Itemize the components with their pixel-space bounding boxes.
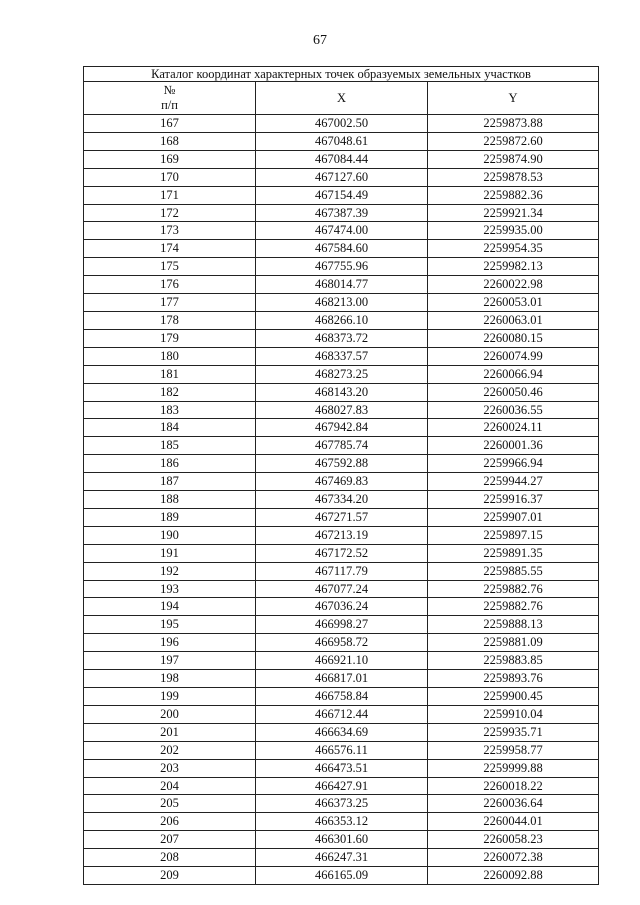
header-number [84, 82, 256, 115]
table-row [84, 455, 599, 473]
point-number-cell: 185 [84, 437, 256, 455]
x-coordinate-cell: 468337.57 [256, 347, 428, 365]
y-coordinate-cell: 2260001.36 [428, 437, 599, 455]
point-number-cell: 171 [84, 186, 256, 204]
table-row [84, 491, 599, 509]
x-coordinate-cell: 466758.84 [256, 688, 428, 706]
y-coordinate-cell: 2259944.27 [428, 473, 599, 491]
table-row [84, 419, 599, 437]
table-row [84, 508, 599, 526]
point-number-cell: 194 [84, 598, 256, 616]
table-row [84, 401, 599, 419]
table-row [84, 294, 599, 312]
table-row [84, 867, 599, 885]
table-row [84, 258, 599, 276]
table-row [84, 741, 599, 759]
coordinates-catalog-table [83, 66, 599, 885]
x-coordinate-cell: 468143.20 [256, 383, 428, 401]
point-number-cell: 204 [84, 777, 256, 795]
x-coordinate-cell: 467154.49 [256, 186, 428, 204]
table-row [84, 688, 599, 706]
x-coordinate-cell: 467213.19 [256, 526, 428, 544]
point-number-cell: 188 [84, 491, 256, 509]
x-coordinate-cell: 466958.72 [256, 634, 428, 652]
x-coordinate-cell: 466817.01 [256, 670, 428, 688]
table-row [84, 526, 599, 544]
table-row [84, 132, 599, 150]
table-row [84, 759, 599, 777]
table-row [84, 329, 599, 347]
y-coordinate-cell: 2259873.88 [428, 115, 599, 133]
table-row [84, 616, 599, 634]
table-row [84, 777, 599, 795]
y-coordinate-cell: 2259999.88 [428, 759, 599, 777]
y-coordinate-cell: 2259966.94 [428, 455, 599, 473]
y-coordinate-cell: 2259897.15 [428, 526, 599, 544]
x-coordinate-cell: 468266.10 [256, 311, 428, 329]
x-coordinate-cell: 467785.74 [256, 437, 428, 455]
point-number-cell: 175 [84, 258, 256, 276]
point-number-cell: 200 [84, 705, 256, 723]
point-number-cell: 170 [84, 168, 256, 186]
point-number-cell: 198 [84, 670, 256, 688]
x-coordinate-cell: 467584.60 [256, 240, 428, 258]
x-coordinate-cell: 467127.60 [256, 168, 428, 186]
table-caption-row [84, 67, 599, 82]
table-row [84, 849, 599, 867]
y-coordinate-cell: 2259907.01 [428, 508, 599, 526]
y-coordinate-cell: 2259910.04 [428, 705, 599, 723]
y-coordinate-cell: 2259900.45 [428, 688, 599, 706]
y-coordinate-cell: 2259916.37 [428, 491, 599, 509]
point-number-cell: 173 [84, 222, 256, 240]
table-row [84, 222, 599, 240]
point-number-cell: 172 [84, 204, 256, 222]
x-coordinate-cell: 466576.11 [256, 741, 428, 759]
y-coordinate-cell: 2260072.38 [428, 849, 599, 867]
table-row [84, 437, 599, 455]
point-number-cell: 191 [84, 544, 256, 562]
point-number-cell: 167 [84, 115, 256, 133]
x-coordinate-cell: 466473.51 [256, 759, 428, 777]
y-coordinate-cell: 2259882.76 [428, 580, 599, 598]
x-coordinate-cell: 467592.88 [256, 455, 428, 473]
point-number-cell: 179 [84, 329, 256, 347]
table-row [84, 186, 599, 204]
point-number-cell: 174 [84, 240, 256, 258]
y-coordinate-cell: 2259883.85 [428, 652, 599, 670]
table-row [84, 795, 599, 813]
x-coordinate-cell: 466247.31 [256, 849, 428, 867]
table-row [84, 347, 599, 365]
y-coordinate-cell: 2259891.35 [428, 544, 599, 562]
x-coordinate-cell: 467755.96 [256, 258, 428, 276]
x-coordinate-cell: 466998.27 [256, 616, 428, 634]
y-coordinate-cell: 2260092.88 [428, 867, 599, 885]
x-coordinate-cell: 468373.72 [256, 329, 428, 347]
point-number-cell: 199 [84, 688, 256, 706]
table-row [84, 365, 599, 383]
y-coordinate-cell: 2259935.00 [428, 222, 599, 240]
table-caption: Каталог координат характерных точек образуемых земельных участков [84, 67, 599, 82]
table-row [84, 598, 599, 616]
table-header-row [84, 82, 599, 115]
table-row [84, 150, 599, 168]
x-coordinate-cell: 467271.57 [256, 508, 428, 526]
y-coordinate-cell: 2259874.90 [428, 150, 599, 168]
point-number-cell: 192 [84, 562, 256, 580]
x-coordinate-cell: 468014.77 [256, 276, 428, 294]
table-row [84, 562, 599, 580]
y-coordinate-cell: 2260036.55 [428, 401, 599, 419]
point-number-cell: 177 [84, 294, 256, 312]
point-number-cell: 182 [84, 383, 256, 401]
table-row [84, 276, 599, 294]
point-number-cell: 201 [84, 723, 256, 741]
y-coordinate-cell: 2259885.55 [428, 562, 599, 580]
x-coordinate-cell: 467077.24 [256, 580, 428, 598]
point-number-cell: 197 [84, 652, 256, 670]
table-row [84, 311, 599, 329]
x-coordinate-cell: 467036.24 [256, 598, 428, 616]
point-number-cell: 178 [84, 311, 256, 329]
y-coordinate-cell: 2259893.76 [428, 670, 599, 688]
x-coordinate-cell: 467469.83 [256, 473, 428, 491]
x-coordinate-cell: 467048.61 [256, 132, 428, 150]
table-row [84, 240, 599, 258]
x-coordinate-cell: 467117.79 [256, 562, 428, 580]
y-coordinate-cell: 2260074.99 [428, 347, 599, 365]
table-row [84, 383, 599, 401]
table-row [84, 831, 599, 849]
y-coordinate-cell: 2259881.09 [428, 634, 599, 652]
table-row [84, 168, 599, 186]
table-row [84, 723, 599, 741]
x-coordinate-cell: 467002.50 [256, 115, 428, 133]
point-number-cell: 169 [84, 150, 256, 168]
y-coordinate-cell: 2260022.98 [428, 276, 599, 294]
y-coordinate-cell: 2259882.76 [428, 598, 599, 616]
table-row [84, 670, 599, 688]
point-number-cell: 205 [84, 795, 256, 813]
y-coordinate-cell: 2259882.36 [428, 186, 599, 204]
y-coordinate-cell: 2260044.01 [428, 813, 599, 831]
table-row [84, 705, 599, 723]
y-coordinate-cell: 2260050.46 [428, 383, 599, 401]
y-coordinate-cell: 2259954.35 [428, 240, 599, 258]
y-coordinate-cell: 2260066.94 [428, 365, 599, 383]
point-number-cell: 207 [84, 831, 256, 849]
table-row [84, 544, 599, 562]
x-coordinate-cell: 468027.83 [256, 401, 428, 419]
table-row [84, 652, 599, 670]
x-coordinate-cell: 467084.44 [256, 150, 428, 168]
point-number-cell: 168 [84, 132, 256, 150]
header-number-symbol: № [163, 83, 176, 97]
y-coordinate-cell: 2260036.64 [428, 795, 599, 813]
table-row [84, 473, 599, 491]
x-coordinate-cell: 466427.91 [256, 777, 428, 795]
header-x: X [256, 82, 428, 115]
header-y: Y [428, 82, 599, 115]
point-number-cell: 195 [84, 616, 256, 634]
x-coordinate-cell: 467474.00 [256, 222, 428, 240]
table-row [84, 115, 599, 133]
x-coordinate-cell: 466301.60 [256, 831, 428, 849]
point-number-cell: 184 [84, 419, 256, 437]
table-row [84, 813, 599, 831]
x-coordinate-cell: 466712.44 [256, 705, 428, 723]
point-number-cell: 193 [84, 580, 256, 598]
x-coordinate-cell: 466634.69 [256, 723, 428, 741]
point-number-cell: 187 [84, 473, 256, 491]
point-number-cell: 181 [84, 365, 256, 383]
point-number-cell: 209 [84, 867, 256, 885]
x-coordinate-cell: 466921.10 [256, 652, 428, 670]
x-coordinate-cell: 467334.20 [256, 491, 428, 509]
point-number-cell: 196 [84, 634, 256, 652]
point-number-cell: 176 [84, 276, 256, 294]
x-coordinate-cell: 467942.84 [256, 419, 428, 437]
y-coordinate-cell: 2259878.53 [428, 168, 599, 186]
y-coordinate-cell: 2260080.15 [428, 329, 599, 347]
y-coordinate-cell: 2259958.77 [428, 741, 599, 759]
header-number-abbrev: п/п [161, 98, 178, 112]
y-coordinate-cell: 2260053.01 [428, 294, 599, 312]
point-number-cell: 202 [84, 741, 256, 759]
y-coordinate-cell: 2259921.34 [428, 204, 599, 222]
table-row [84, 634, 599, 652]
point-number-cell: 189 [84, 508, 256, 526]
y-coordinate-cell: 2259982.13 [428, 258, 599, 276]
x-coordinate-cell: 467172.52 [256, 544, 428, 562]
x-coordinate-cell: 468213.00 [256, 294, 428, 312]
page-number: 67 [313, 33, 327, 48]
table-row [84, 580, 599, 598]
y-coordinate-cell: 2260018.22 [428, 777, 599, 795]
point-number-cell: 183 [84, 401, 256, 419]
y-coordinate-cell: 2259935.71 [428, 723, 599, 741]
point-number-cell: 206 [84, 813, 256, 831]
y-coordinate-cell: 2259872.60 [428, 132, 599, 150]
table-body [84, 115, 599, 885]
x-coordinate-cell: 467387.39 [256, 204, 428, 222]
point-number-cell: 186 [84, 455, 256, 473]
y-coordinate-cell: 2260063.01 [428, 311, 599, 329]
x-coordinate-cell: 466373.25 [256, 795, 428, 813]
table-row [84, 204, 599, 222]
point-number-cell: 180 [84, 347, 256, 365]
y-coordinate-cell: 2260024.11 [428, 419, 599, 437]
x-coordinate-cell: 466165.09 [256, 867, 428, 885]
y-coordinate-cell: 2259888.13 [428, 616, 599, 634]
y-coordinate-cell: 2260058.23 [428, 831, 599, 849]
point-number-cell: 208 [84, 849, 256, 867]
x-coordinate-cell: 468273.25 [256, 365, 428, 383]
point-number-cell: 203 [84, 759, 256, 777]
point-number-cell: 190 [84, 526, 256, 544]
x-coordinate-cell: 466353.12 [256, 813, 428, 831]
